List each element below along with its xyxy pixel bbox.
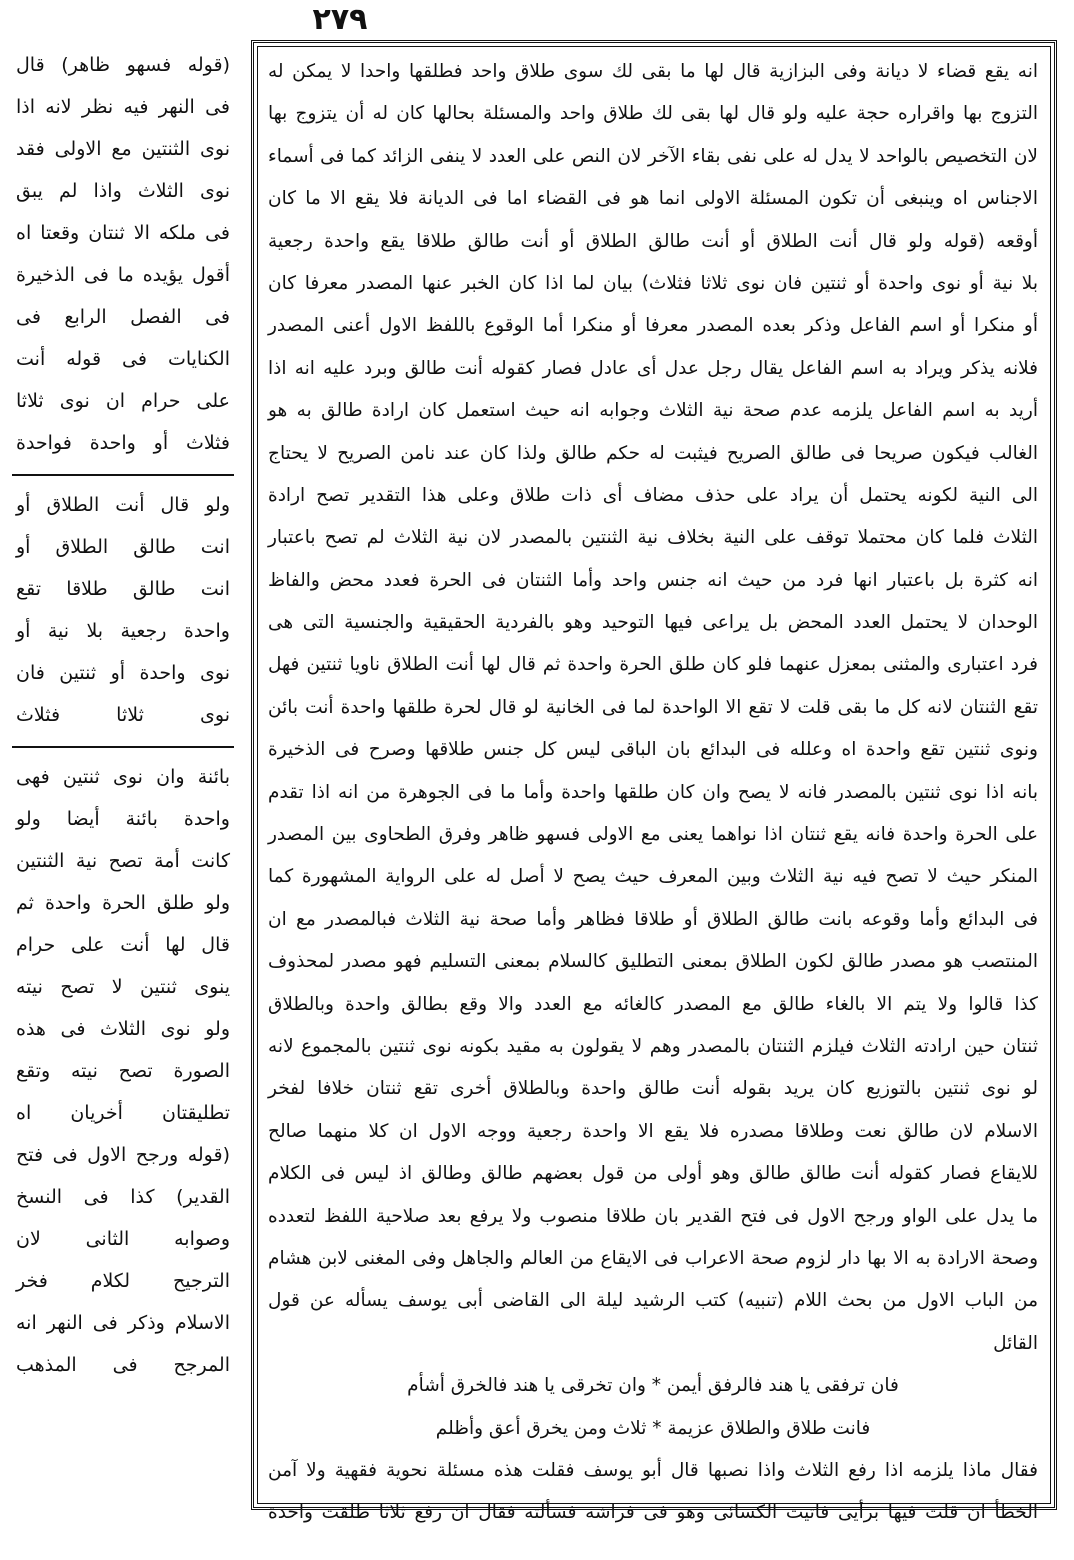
poem-verse: فان ترفقى يا هند فالرفق أيمن * وان تخرقى يا هند فالخرق أشأم bbox=[407, 1375, 899, 1397]
main-line: على الحرة واحدة فانه يقع ثنتان اذا نواهما يعنى مع الاولى فسهو ظاهر وفرق الطحاوى بين المصدر bbox=[268, 824, 1038, 846]
margin-line: الكنايات فى قوله أنت bbox=[16, 348, 230, 370]
main-line: للايقاع فصار كقوله أنت طالق طالق وهو أولى من قول بعضهم طالق وطالق اذ ليس فى الكلام bbox=[268, 1163, 1038, 1185]
main-line: فرد اعتبارى والمثنى بمعزل عنهما فلو كان طلق الحرة واحدة ثم قال لها أنت الطلاق ناويا ثنتين فهل bbox=[268, 654, 1038, 676]
margin-line: قال لها أنت على حرام bbox=[16, 934, 230, 956]
main-line: فى البدائع وأما وقوعه بانت طالق الطلاق أو طلاقا فظاهر وأما صحة نية الثلاث فبالمصدر مع ان bbox=[268, 908, 1038, 930]
main-line: لان التخصيص بالواحد لا يدل له على نفى بقاء الآخر لان النص على العدد لا ينفى الزائد كما فى أسماء bbox=[268, 145, 1038, 167]
margin-line: فى الفصل الرابع فى bbox=[16, 306, 230, 328]
main-line: أو منكرا أو اسم الفاعل وذكر بعده المصدر معرفا أو منكرا أما الوقوع باللفظ الاول أعنى المصدر bbox=[268, 315, 1038, 337]
margin-line: فى النهر فيه نظر لانه اذا bbox=[16, 96, 230, 118]
main-line: الوحدان لا يحتمل العدد المحض بل يراعى فيها التوحيد وهو بالفردية الحقيقية والجنسية التى هى bbox=[268, 612, 1038, 634]
main-line: فقال ماذا يلزمه اذا رفع الثلاث واذا نصبها قال أبو يوسف فقلت هذه مسئلة نحوية فقهية ولا آمن bbox=[268, 1459, 1038, 1481]
main-line: انه كثرة بل باعتبار انها فرد من حيث انه جنس واحد وأما الثنتان فى الحرة فعدد محض والفاظ bbox=[268, 569, 1038, 591]
margin-line: واحدة رجعية بلا نية أو bbox=[16, 620, 230, 642]
margin-line: الصورة تصح نيته وتقع bbox=[16, 1060, 230, 1082]
main-line: ونوى ثنتين تقع واحدة اه وعلله فى البدائع بان الباقى ليس كل جنس طلاقها وصرح فى الذخيرة bbox=[268, 739, 1038, 761]
margin-line: واحدة بائنة أيضا ولو bbox=[16, 808, 230, 830]
main-line: الثلاث فلما كان محتملا توقف على النية بخلاف نية الثنتين بالمصدر لان نية الثلاث لم تصح باعتبار bbox=[268, 527, 1038, 549]
margin-line: (قوله فسهو ظاهر) قال bbox=[16, 54, 230, 76]
main-line: كذا قالوا ولا يتم الا بالغاء طالق مع المصدر كالغائه مع العدد والا وقع بطالق واحدة وبالطلاق bbox=[268, 993, 1038, 1015]
margin-line: الترجيح لكلام فخر bbox=[16, 1270, 230, 1292]
main-line: المنكر حيث لا تصح فيه نية الثلاث وبين المعرف حيث يصح لا أصل له على الرواية المشهورة كما bbox=[268, 866, 1038, 888]
margin-line: بائنة وان نوى ثنتين فهى bbox=[16, 766, 230, 788]
margin-line: (قوله ورجح الاول فى فتح bbox=[16, 1144, 230, 1166]
margin-line: أقول يؤيده ما فى الذخيرة bbox=[16, 264, 230, 286]
poem-verse: فانت طلاق والطلاق عزيمة * ثلاث ومن يخرق أعق وأظلم bbox=[435, 1417, 871, 1439]
main-line: انه يقع قضاء لا ديانة وفى البزازية قال لها ما بقى لك سوى طلاق واحد فطلقها واحدا لا يمكن له bbox=[268, 61, 1038, 82]
main-line: وصحة الارادة به الا بها دار لزوم صحة الاعراب فى الايقاع من العالم والجاهل وفى المغنى لابن هشام bbox=[268, 1247, 1038, 1269]
margin-line: فثلاث أو واحدة فواحدة bbox=[16, 432, 230, 454]
main-line: أريد به اسم الفاعل يلزمه عدم صحة نية الثلاث وجوابه انه حيث استعمل كان ارادة طالق به هو bbox=[268, 400, 1038, 422]
main-line: بلا نية أو نوى واحدة أو ثنتين فان نوى ثلاثا فثلاث) بيان لما اذا كان الخبر عنها المصدر معرفا كان bbox=[268, 272, 1038, 294]
margin-line: القدير) كذا فى النسخ bbox=[16, 1186, 230, 1208]
main-text-body bbox=[257, 46, 1051, 1524]
margin-line: ولو نوى الثلاث فى هذه bbox=[16, 1018, 230, 1040]
main-line: المنتصب هو مصدر طالق لكون الطلاق بمعنى التطليق كالسلام بمعنى التسليم فهو مصدر لمحذوف bbox=[268, 951, 1038, 973]
margin-line: ولو قال أنت الطلاق أو bbox=[16, 494, 230, 516]
margin-line: المرجح فى المذهب bbox=[16, 1354, 230, 1376]
margin-line: كانت أمة تصح نية الثنتين bbox=[16, 850, 230, 872]
margin-line: تطليقتان أخريان اه bbox=[16, 1102, 230, 1124]
margin-line: فى ملكه الا ثنتان وقعتا اه bbox=[16, 222, 230, 244]
margin-divider bbox=[12, 474, 234, 476]
main-line: ما يدل على الواو ورجح الاول فى فتح القدير بان طلاقا منصوب ولا يرفع بعد صلاحية اللفظ لتعدده bbox=[268, 1205, 1038, 1227]
margin-line: وصوابه الثانى لان bbox=[16, 1228, 230, 1250]
poem-intro: القائل bbox=[993, 1332, 1038, 1354]
main-text-frame bbox=[251, 40, 1057, 1524]
main-line: الاجناس اه وينبغى أن تكون المسئلة الاولى انما هو فى القضاء اما فى الديانة فلا يقع الا ما كان bbox=[268, 188, 1038, 210]
margin-line: ولو طلق الحرة واحدة ثم bbox=[16, 892, 230, 914]
margin-line: الاسلام وذكر فى النهر انه bbox=[16, 1312, 230, 1334]
margin-line: انت طالق الطلاق أو bbox=[16, 536, 230, 558]
main-line: بانه اذا نوى ثنتين بالمصدر فانه لا يصح وان كان طلقها واحدة وأما ما فى الجوهرة من انه اذا تقدم bbox=[268, 781, 1038, 803]
margin-line: انت طالق طلاقا تقع bbox=[16, 578, 230, 600]
main-line: تقع الثنتان لانه كل ما بقى قلت لا تقع الا الواحدة لما فى الخانية لو قال لحرة طلقها واحدة أنت بائن bbox=[268, 696, 1038, 718]
margin-divider bbox=[12, 746, 234, 748]
main-line: أوقعه (قوله ولو قال أنت الطلاق أو أنت طالق الطلاق أو أنت طالق طلاقا يقع واحدة رجعية bbox=[268, 230, 1038, 252]
main-line: من الباب الاول من بحث اللام (تنبيه) كتب الرشيد ليلة الى القاضى أبى يوسف يسأله عن قول bbox=[268, 1290, 1038, 1312]
main-line: الاسلام لان طالق نعت وطلاقا مصدره فلا يقع الا واحدة رجعية ووجه الاول ان كلا منهما صالح bbox=[268, 1120, 1038, 1142]
main-line: فلانه يذكر ويراد به اسم الفاعل يقال رجل عدل أى عادل فصار كقوله أنت طالق وبرد عليه انه اذا bbox=[268, 357, 1038, 379]
margin-line: نوى الثلاث واذا لم يبق bbox=[16, 180, 230, 202]
margin-line: نوى الثنتين مع الاولى فقد bbox=[16, 138, 230, 160]
main-line: الغالب فيكون صريحا فى طالق الصريح فيثبت له حكم طالق ولذا كان عند نامن الصريح لا يحتاج bbox=[268, 442, 1038, 464]
margin-note-sahw bbox=[12, 40, 234, 470]
margin-note-tarjih bbox=[12, 752, 234, 1392]
main-line: الى النية لكونه يحتمل أن يراد على حذف مضاف أى ذات طلاق وعلى هذا التقدير تصح ارادة bbox=[268, 484, 1038, 506]
margin-commentary bbox=[12, 40, 234, 1510]
margin-line: على حرام ان نوى ثلاثا bbox=[16, 390, 230, 412]
main-line: ثنتان حين ارادته الثلاث فيلزم الثنتان بالمصدر وهم لا يقولون به مقيد بكونه نوى ثنتين بالمجموع لانه bbox=[268, 1035, 1038, 1057]
main-line: الخطأ ان قلت فيها برأيى فاتيت الكسائى وهو فى فراشه فسألته فقال ان رفع ثلاثا طلقت واحدة bbox=[268, 1502, 1038, 1524]
margin-line: نوى ثلاثا فثلاث bbox=[16, 704, 230, 726]
main-line: التزوج بها واقراره حجة عليه ولو قال لها بقى لك طلاق واحد والمسئلة بحالها كان له أن يتزوج بها bbox=[268, 103, 1038, 125]
main-line: لو نوى ثنتين بالتوزيع كان يريد بقوله أنت طالق واحدة وبالطلاق أخرى تقع ثنتان خلافا لفخر bbox=[268, 1078, 1038, 1100]
margin-line: نوى واحدة أو ثنتين فان bbox=[16, 662, 230, 684]
margin-matn bbox=[12, 480, 234, 742]
page-number: ٢٧٩ bbox=[312, 2, 368, 37]
margin-line: ينوى ثنتين لا تصح نيته bbox=[16, 976, 230, 998]
